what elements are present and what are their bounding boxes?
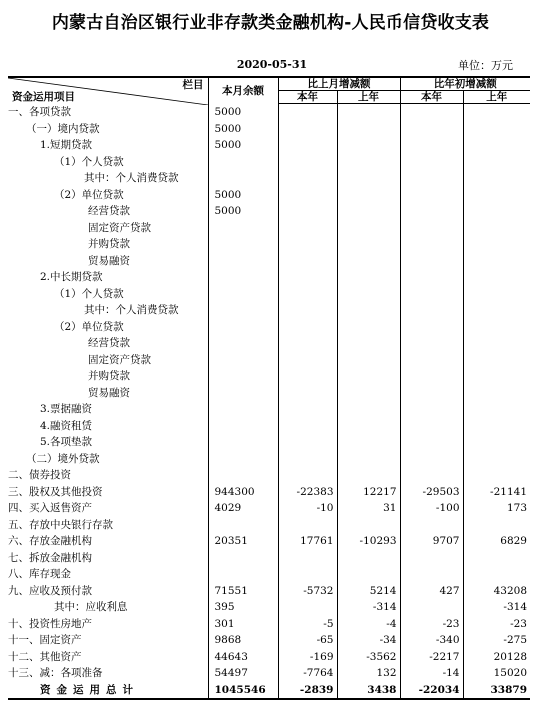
row-month-last-year: [337, 319, 400, 336]
row-month-last-year: [337, 401, 400, 418]
table-row: [8, 451, 530, 468]
row-balance: [208, 319, 278, 336]
row-month-this-year: [278, 187, 337, 204]
row-label: （1）个人贷款: [54, 287, 124, 300]
row-balance: 71551: [208, 583, 278, 600]
row-month-this-year: -10: [278, 500, 337, 517]
row-month-this-year: [278, 335, 337, 352]
row-year-last-year: [463, 418, 530, 435]
table-row: [8, 302, 530, 319]
row-balance: [208, 170, 278, 187]
row-label: 其中：个人消费贷款: [84, 304, 179, 316]
header-column-label: 栏目: [182, 79, 204, 91]
row-year-last-year: [463, 236, 530, 253]
report-title: 内蒙古自治区银行业非存款类金融机构-人民币信贷收支表: [51, 13, 490, 33]
table-row: [8, 434, 530, 451]
row-year-this-year: [400, 187, 463, 204]
row-balance: 395: [208, 599, 278, 616]
row-balance: [208, 467, 278, 484]
row-year-this-year: [400, 335, 463, 352]
report-date: 2020-05-31: [236, 58, 308, 71]
row-month-this-year: [278, 319, 337, 336]
row-month-last-year: [337, 286, 400, 303]
row-month-this-year: -5: [278, 616, 337, 633]
row-month-this-year: [278, 434, 337, 451]
row-label: 经营贷款: [88, 205, 130, 217]
table-row: [8, 649, 530, 666]
row-year-this-year: [400, 137, 463, 154]
row-balance: [208, 220, 278, 237]
row-month-last-year: 12217: [337, 484, 400, 501]
header-year-this-year: 本年: [400, 91, 463, 104]
row-label: 三、股权及其他投资: [8, 485, 103, 498]
row-balance: [208, 434, 278, 451]
total-balance: 1045546: [208, 682, 278, 700]
table-row: [8, 533, 530, 550]
row-label: 十二、其他资产: [8, 650, 82, 663]
row-label: 一、各项贷款: [8, 105, 71, 118]
row-year-last-year: [463, 170, 530, 187]
row-balance: 5000: [208, 121, 278, 138]
row-year-this-year: [400, 368, 463, 385]
header-year-last-year: 上年: [463, 91, 530, 104]
row-balance: 301: [208, 616, 278, 633]
row-balance: [208, 352, 278, 369]
row-year-this-year: [400, 599, 463, 616]
row-month-last-year: [337, 352, 400, 369]
row-month-this-year: -5732: [278, 583, 337, 600]
table-row: [8, 104, 530, 121]
row-year-this-year: [400, 418, 463, 435]
row-month-last-year: [337, 566, 400, 583]
row-year-this-year: 9707: [400, 533, 463, 550]
row-month-last-year: [337, 104, 400, 121]
row-month-last-year: [337, 467, 400, 484]
row-label: 贸易融资: [88, 386, 130, 399]
table-row: [8, 352, 530, 369]
row-balance: [208, 269, 278, 286]
header-month-last-year: 上年: [337, 91, 400, 104]
row-balance: 5000: [208, 104, 278, 121]
row-month-this-year: -22383: [278, 484, 337, 501]
row-year-last-year: [463, 319, 530, 336]
row-month-this-year: [278, 599, 337, 616]
total-year-last-year: 33879: [463, 682, 530, 700]
row-month-last-year: [337, 517, 400, 534]
row-month-this-year: [278, 137, 337, 154]
row-year-this-year: [400, 203, 463, 220]
row-month-last-year: 5214: [337, 583, 400, 600]
row-month-last-year: [337, 434, 400, 451]
row-year-last-year: -314: [463, 599, 530, 616]
row-year-this-year: [400, 253, 463, 270]
row-year-last-year: [463, 187, 530, 204]
table-row: [8, 269, 530, 286]
row-month-last-year: [337, 385, 400, 402]
row-month-this-year: [278, 517, 337, 534]
row-year-this-year: -14: [400, 665, 463, 682]
table-row: [8, 550, 530, 567]
row-label: 其中：个人消费贷款: [84, 172, 179, 184]
row-month-this-year: [278, 302, 337, 319]
table-row: [8, 583, 530, 600]
table-row: [8, 467, 530, 484]
table-row: [8, 500, 530, 517]
row-balance: 9868: [208, 632, 278, 649]
row-year-this-year: 427: [400, 583, 463, 600]
table-row: [8, 253, 530, 270]
row-month-this-year: [278, 104, 337, 121]
row-balance: [208, 253, 278, 270]
row-month-last-year: [337, 170, 400, 187]
row-month-this-year: 17761: [278, 533, 337, 550]
row-balance: 44643: [208, 649, 278, 666]
row-month-last-year: [337, 137, 400, 154]
row-label: 2.中长期贷款: [40, 271, 103, 283]
table-row: [8, 170, 530, 187]
row-year-last-year: -21141: [463, 484, 530, 501]
row-year-this-year: [400, 467, 463, 484]
row-month-last-year: [337, 302, 400, 319]
row-label: 十三、减：各项准备: [8, 667, 103, 679]
row-year-last-year: 173: [463, 500, 530, 517]
row-month-this-year: [278, 220, 337, 237]
row-month-this-year: [278, 286, 337, 303]
row-balance: 54497: [208, 665, 278, 682]
row-year-last-year: 15020: [463, 665, 530, 682]
row-year-last-year: [463, 550, 530, 567]
row-label: 十、投资性房地产: [8, 617, 92, 630]
row-year-this-year: [400, 517, 463, 534]
row-month-last-year: 31: [337, 500, 400, 517]
table-row: [8, 319, 530, 336]
row-month-this-year: -169: [278, 649, 337, 666]
header-balance: 本月余额: [208, 77, 278, 104]
table-row: [8, 401, 530, 418]
row-year-this-year: [400, 170, 463, 187]
total-row: [8, 682, 530, 700]
row-year-last-year: [463, 286, 530, 303]
row-year-this-year: [400, 319, 463, 336]
row-month-last-year: -10293: [337, 533, 400, 550]
row-year-last-year: [463, 385, 530, 402]
row-year-last-year: [463, 253, 530, 270]
row-balance: 5000: [208, 187, 278, 204]
row-label: 固定资产贷款: [88, 353, 151, 366]
row-year-this-year: [400, 385, 463, 402]
row-year-last-year: [463, 335, 530, 352]
table-row: [8, 286, 530, 303]
row-month-last-year: [337, 187, 400, 204]
header-row-label: 资金运用项目: [12, 90, 75, 103]
row-month-last-year: -34: [337, 632, 400, 649]
row-label: 贸易融资: [88, 254, 130, 267]
total-label: 资金运用总计: [8, 682, 208, 700]
row-balance: [208, 302, 278, 319]
row-year-last-year: [463, 451, 530, 468]
row-year-last-year: [463, 368, 530, 385]
row-month-last-year: [337, 451, 400, 468]
row-label: 八、库存现金: [8, 568, 71, 580]
table-row: [8, 154, 530, 171]
row-month-last-year: -4: [337, 616, 400, 633]
table-row: [8, 368, 530, 385]
row-year-last-year: [463, 121, 530, 138]
row-month-this-year: [278, 451, 337, 468]
row-year-last-year: [463, 352, 530, 369]
row-year-this-year: -23: [400, 616, 463, 633]
row-year-this-year: -29503: [400, 484, 463, 501]
row-month-last-year: 132: [337, 665, 400, 682]
row-label: 九、应收及预付款: [8, 584, 92, 597]
row-label: 六、存放金融机构: [8, 535, 92, 547]
row-month-last-year: [337, 154, 400, 171]
row-month-this-year: [278, 170, 337, 187]
table-row: [8, 616, 530, 633]
row-month-last-year: -3562: [337, 649, 400, 666]
header-group-month: 比上月增减额: [278, 77, 400, 91]
row-year-this-year: [400, 286, 463, 303]
row-label: 二、债券投资: [8, 469, 71, 481]
row-balance: 4029: [208, 500, 278, 517]
row-label: 并购贷款: [88, 370, 130, 382]
row-year-last-year: [463, 220, 530, 237]
row-balance: [208, 566, 278, 583]
row-label: 经营贷款: [88, 337, 130, 349]
row-year-last-year: [463, 566, 530, 583]
report-unit: 单位：万元: [458, 59, 513, 72]
row-year-this-year: -100: [400, 500, 463, 517]
row-year-last-year: -275: [463, 632, 530, 649]
row-month-last-year: -314: [337, 599, 400, 616]
row-label: 十一、固定资产: [8, 634, 82, 646]
row-year-last-year: [463, 137, 530, 154]
row-label: 4.融资租赁: [40, 419, 93, 432]
row-label: 5.各项垫款: [40, 436, 93, 448]
row-balance: [208, 154, 278, 171]
row-balance: [208, 368, 278, 385]
row-month-last-year: [337, 203, 400, 220]
table-row: [8, 187, 530, 204]
row-month-this-year: [278, 368, 337, 385]
row-month-last-year: [337, 121, 400, 138]
total-month-last-year: 3438: [337, 682, 400, 700]
row-month-this-year: [278, 401, 337, 418]
table-row: [8, 665, 530, 682]
row-month-last-year: [337, 220, 400, 237]
row-year-last-year: 20128: [463, 649, 530, 666]
row-month-this-year: [278, 385, 337, 402]
row-year-this-year: [400, 566, 463, 583]
row-balance: 5000: [208, 203, 278, 220]
table-row: [8, 566, 530, 583]
row-month-this-year: [278, 154, 337, 171]
row-month-this-year: -7764: [278, 665, 337, 682]
row-balance: [208, 335, 278, 352]
row-year-this-year: [400, 121, 463, 138]
row-balance: [208, 236, 278, 253]
row-label: （二）境外贷款: [26, 452, 100, 465]
row-month-this-year: [278, 121, 337, 138]
row-balance: 5000: [208, 137, 278, 154]
row-balance: [208, 451, 278, 468]
table-row: [8, 220, 530, 237]
row-year-this-year: [400, 236, 463, 253]
row-label: 固定资产贷款: [88, 221, 151, 234]
row-year-last-year: [463, 104, 530, 121]
row-year-this-year: [400, 401, 463, 418]
table-row: [8, 236, 530, 253]
table-row: [8, 137, 530, 154]
row-year-last-year: -23: [463, 616, 530, 633]
table-row: [8, 203, 530, 220]
row-year-last-year: [463, 203, 530, 220]
row-month-this-year: [278, 418, 337, 435]
row-label: （一）境内贷款: [26, 122, 100, 135]
row-year-last-year: 6829: [463, 533, 530, 550]
row-month-last-year: [337, 550, 400, 567]
row-month-last-year: [337, 418, 400, 435]
row-year-this-year: [400, 269, 463, 286]
table-row: [8, 335, 530, 352]
table-row: [8, 484, 530, 501]
row-year-last-year: [463, 467, 530, 484]
row-year-this-year: [400, 352, 463, 369]
row-label: 3.票据融资: [40, 403, 93, 415]
row-month-this-year: -65: [278, 632, 337, 649]
row-month-this-year: [278, 253, 337, 270]
row-label: 七、拆放金融机构: [8, 551, 92, 564]
row-label: 并购贷款: [88, 238, 130, 250]
row-label: 其中：应收利息: [54, 601, 128, 613]
row-month-last-year: [337, 368, 400, 385]
row-month-last-year: [337, 269, 400, 286]
row-year-this-year: [400, 302, 463, 319]
row-year-this-year: [400, 434, 463, 451]
row-balance: [208, 418, 278, 435]
row-year-this-year: [400, 220, 463, 237]
row-balance: [208, 286, 278, 303]
row-label: 五、存放中央银行存款: [8, 518, 113, 531]
row-month-last-year: [337, 253, 400, 270]
row-year-last-year: [463, 302, 530, 319]
table-row: [8, 121, 530, 138]
row-balance: 20351: [208, 533, 278, 550]
header-diagonal-cell: [8, 77, 208, 104]
row-label: （1）个人贷款: [54, 155, 124, 168]
row-year-this-year: [400, 550, 463, 567]
row-year-last-year: 43208: [463, 583, 530, 600]
row-month-this-year: [278, 269, 337, 286]
total-year-this-year: -22034: [400, 682, 463, 700]
header-group-year: 比年初增减额: [400, 77, 530, 91]
row-year-last-year: [463, 434, 530, 451]
row-label: （2）单位贷款: [54, 320, 124, 333]
total-month-this-year: -2839: [278, 682, 337, 700]
row-month-last-year: [337, 335, 400, 352]
row-month-this-year: [278, 467, 337, 484]
credit-table: [8, 76, 530, 700]
row-label: 四、买入返售资产: [8, 502, 92, 514]
row-year-this-year: -340: [400, 632, 463, 649]
table-row: [8, 632, 530, 649]
table-row: [8, 418, 530, 435]
row-balance: [208, 385, 278, 402]
table-row: [8, 385, 530, 402]
row-year-this-year: [400, 154, 463, 171]
row-label: 1.短期贷款: [40, 139, 93, 151]
table-body: [8, 104, 530, 700]
row-month-this-year: [278, 352, 337, 369]
row-month-this-year: [278, 566, 337, 583]
row-balance: 944300: [208, 484, 278, 501]
row-balance: [208, 517, 278, 534]
header-month-this-year: 本年: [278, 91, 337, 104]
row-year-this-year: -2217: [400, 649, 463, 666]
row-year-this-year: [400, 451, 463, 468]
row-month-last-year: [337, 236, 400, 253]
row-month-this-year: [278, 203, 337, 220]
row-month-this-year: [278, 236, 337, 253]
row-month-this-year: [278, 550, 337, 567]
row-year-last-year: [463, 154, 530, 171]
row-year-last-year: [463, 517, 530, 534]
row-balance: [208, 550, 278, 567]
row-balance: [208, 401, 278, 418]
table-row: [8, 517, 530, 534]
table-row: [8, 599, 530, 616]
row-label: （2）单位贷款: [54, 188, 124, 201]
row-year-last-year: [463, 401, 530, 418]
row-year-this-year: [400, 104, 463, 121]
row-year-last-year: [463, 269, 530, 286]
